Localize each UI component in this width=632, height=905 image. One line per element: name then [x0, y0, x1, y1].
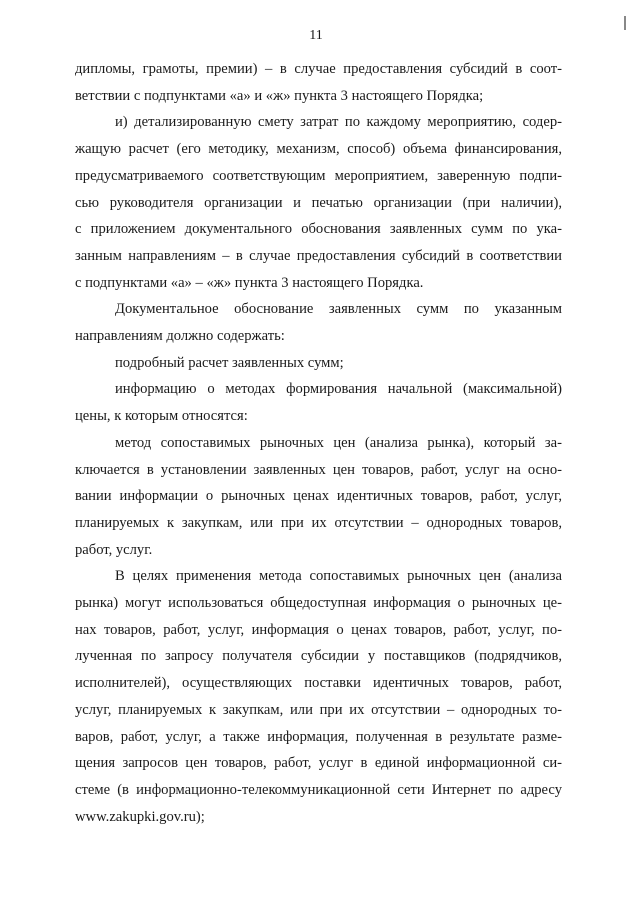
text-line: предусматриваемого соответствующим мероприятием, заверенную подпи- — [75, 167, 562, 184]
text-line: варов, работ, услуг, а также информация, полученная в результате разме- — [75, 728, 562, 745]
text-line: вании информации о рыночных ценах идентичных товаров, работ, услуг, — [75, 488, 562, 505]
text-line: ветствии с подпунктами «а» и «ж» пункта 3 настоящего Порядка; — [75, 87, 484, 104]
text-line: рынка) могут использоваться общедоступная информация о рыночных це- — [75, 595, 562, 612]
text-line: занным направлениям – в случае предоставления субсидий в соответствии — [75, 247, 562, 264]
text-line: исполнителей), осуществляющих поставки идентичных товаров, работ, — [75, 675, 562, 692]
text-line: направлениям должно содержать: — [75, 328, 285, 345]
text-line: сью руководителя организации и печатью организации (при наличии), — [75, 194, 562, 211]
text-line: дипломы, грамоты, премии) – в случае предоставления субсидий в соот- — [75, 61, 562, 77]
text-line: В целях применения метода сопоставимых рыночных цен (анализа — [115, 568, 562, 585]
text-line: щения запросов цен товаров, работ, услуг в единой информационной си- — [75, 755, 562, 772]
text-line: подробный расчет заявленных сумм; — [115, 354, 344, 371]
text-line: метод сопоставимых рыночных цен (анализа рынка), который за- — [115, 434, 562, 451]
text-line: работ, услуг. — [75, 541, 153, 558]
text-line: лученная по запросу получателя субсидии у поставщиков (подрядчиков, — [75, 648, 562, 665]
text-line: услуг, планируемых к закупкам, или при их отсутствии – однородных то- — [75, 701, 562, 718]
text-line: ключается в установлении заявленных цен товаров, работ, услуг на осно- — [75, 461, 562, 478]
text-line: www.zakupki.gov.ru); — [75, 808, 205, 825]
text-line: и) детализированную смету затрат по каждому мероприятию, содер- — [115, 114, 562, 131]
text-line: Документальное обоснование заявленных сумм по указанным — [115, 301, 562, 318]
text-line: цены, к которым относятся: — [75, 408, 248, 425]
document-body — [75, 56, 562, 830]
text-line: информацию о методах формирования начальной (максимальной) — [115, 381, 562, 398]
text-line: стеме (в информационно-телекоммуникационной сети Интернет по адресу — [75, 781, 562, 798]
text-line: планируемых к закупкам, или при их отсутствии – однородных товаров, — [75, 514, 562, 531]
page-number: 11 — [309, 28, 323, 43]
text-line: жащую расчет (его методику, механизм, способ) объема финансирования, — [75, 141, 562, 158]
text-line: нах товаров, работ, услуг, информация о ценах товаров, работ, услуг, по- — [75, 621, 562, 638]
text-line: с приложением документального обоснования заявленных сумм по ука- — [75, 221, 562, 238]
text-line: с подпунктами «а» – «ж» пункта 3 настоящего Порядка. — [75, 274, 424, 291]
